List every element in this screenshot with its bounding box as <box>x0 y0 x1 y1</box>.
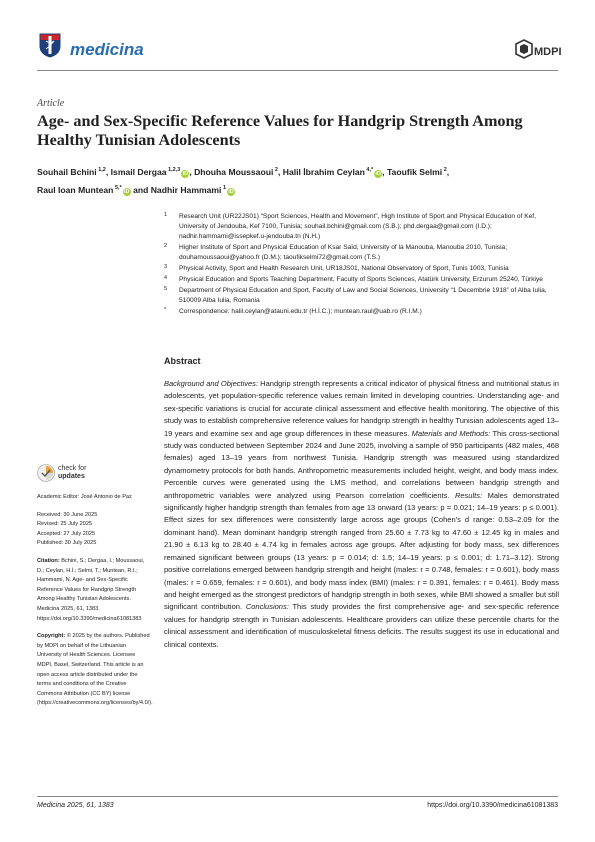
citation-text: Bchini, S.; Dergaa, I.; Moussaoui, D.; Ceylan, H.İ.; Selmi, T.; Muntean, R.I.; Hammami, N. Age- and Sex-Specific Reference Values for Handgrip Strength Among Healthy Tunisian Adolescents. Medicina 2025, 61, 1383. https://doi.org/10.3390/medicina61081383 <box>37 557 145 622</box>
author-name: and Nadhir Hammami <box>133 184 222 195</box>
accepted-date: Accepted: 27 July 2025 <box>37 530 96 537</box>
author-affiliation-sup: 1,2,3 <box>168 167 181 173</box>
abstract-results-label: Results: <box>454 490 483 500</box>
author-name: Taoufik Selmi <box>386 166 443 177</box>
copyright <box>37 632 152 709</box>
article-type: Article <box>37 98 65 109</box>
check-for-updates-label <box>58 465 86 481</box>
svg-text:MDPI: MDPI <box>534 46 562 58</box>
author-name: Dhouha Moussaoui <box>194 166 274 177</box>
affiliation-item <box>164 275 559 285</box>
abstract-methods-text: This cross-sectional study was conducted between September 2024 and June 2025, involving a sample of 950 participants (482 males, 468 females) aged 13–19 years from northwest Tunisia. Handgrip strength was measured using standardized dynamometry protocols for both hands. Anthropometric measurements included height, weight, and body mass index. Percentile curves were generated using the LMS method, and correlations between handgrip strength and anthropometric variables were analyzed using Pearson correlation coefficients. <box>164 428 559 500</box>
publication-dates <box>37 511 152 549</box>
abstract-background-label: Background and Objectives: <box>164 379 258 388</box>
check-label-line1: check for <box>58 465 87 472</box>
citation-label: Citation: <box>37 557 60 564</box>
affiliation-item <box>164 286 559 306</box>
check-for-updates-icon <box>37 464 55 482</box>
affiliation-text: Department of Physical Education and Sport, Faculty of Law and Social Sciences, University “1 Decembrie 1918” of Alba Iulia, 510009 Alba Iulia, Romania <box>179 287 547 304</box>
abstract-conclusions-label: Conclusions: <box>245 602 289 612</box>
affiliation-number: 3 <box>164 264 168 270</box>
affiliation-number: 5 <box>164 286 168 292</box>
affiliation-number: 4 <box>164 275 168 281</box>
author-affiliation-sup: 5,* <box>114 184 122 191</box>
author-affiliation-sup: 1 <box>222 184 227 191</box>
published-date: Published: 30 July 2025 <box>37 540 97 547</box>
affiliation-text: Research Unit (UR22JS01) “Sport Sciences, Health and Movement”, High Institute of Sport and Physical Education of Kef, University of Jendouba, Kef 7100, Tunisia; souhail.bchini@gmail.com (S.B.); phd.dergaa@gmail.com (I.D.); nadhir.hammami@issepkef.u-jendouba.tn (N.H.) <box>179 213 536 240</box>
affiliation-item <box>164 212 559 242</box>
footer-citation: Medicina 2025, 61, 1383 <box>37 802 114 809</box>
affiliation-text: Higher Institute of Sport and Physical Education of Ksar Saïd, University of la Manouba, Manouba 2010, Tunisia; douhamoussaoui@yahoo.fr (D.M.); taoufikselmi72@gmail.com (T.S.) <box>179 244 508 261</box>
article-title: Age- and Sex-Specific Reference Values for Handgrip Strength Among Healthy Tunisian Adolescents <box>37 112 523 149</box>
check-label-line2: updates <box>58 473 85 480</box>
journal-logo-icon <box>38 32 62 58</box>
affiliation-number: 1 <box>164 212 168 218</box>
abstract-background-text: Handgrip strength represents a critical indicator of physical fitness and nutritional status in adolescents, yet population-specific reference values remain limited in developing countries. Understanding age- and sex-specific variations is crucial for accurate clinical assessment and effective health monitoring. The objective of this study was to establish comprehensive reference values for handgrip strength in healthy Tunisian adolescents aged 13–19 years and examine sex and age group differences in these measures. <box>164 379 559 438</box>
orcid-icon[interactable]: iD <box>375 170 381 177</box>
abstract-results-text: Males demonstrated significantly higher handgrip strength than females from age 13 onward (13 years: p = 0.021; 14–19 years: p ≤ 0.001). Effect sizes for sex differences were consistently large across age groups (Cohen’s d range: 0.53–2.09 for the dominant hand). Mean dominant handgrip strength ranged from 25.60 ± 7.73 kg to 47.60 ± 12.45 kg in males and 21.90 ± 6.13 kg to 28.40 ± 4.74 kg in females across age groups. After adjusting for body mass, sex differences remained significant between groups (13 years: p = 0.014; d: 1.5; 14–19 years: p ≤ 0.001; d: 1.71–3.12). Strong positive correlations emerged between handgrip strength and height (males: r = 0.748, females: r = 0.601), body mass (males: r = 0.659, females: r = 0.601), and body mass index (BMI) (males: r = 0.391, females: r = 0.461). Body mass and height emerged as the strongest predictors of handgrip strength in both sexes, while BMI showed a smaller but still significant contribution. <box>164 490 559 612</box>
header-rule <box>37 70 558 71</box>
author-name: Souhail Bchini <box>37 166 97 177</box>
affiliations <box>164 212 559 318</box>
academic-editor: Academic Editor: José Antonio de Paz <box>37 494 132 500</box>
abstract-conclusions-text: This study provides the first comprehensive age- and sex-specific reference values for handgrip strength in Tunisian adolescents. Healthcare providers can utilize these percentile charts for the clinical assessment and identification of musculoskeletal fitness deficits. The results suggest its use in educational and clinical contexts. <box>164 602 559 649</box>
author-list: Souhail Bchini $^{1,2}$, Ismail Dergaa $^{1,2,3}$iD, Dhouha Moussaoui $^2$, Halil İbrahim Ceylan $^{4,*}$iD, Taoufik Selmi $^2$, Raul Ioan Muntean $^{5,*}$iD and Nadhir Hammami $^1$iD <box>37 166 450 195</box>
orcid-icon[interactable]: iD <box>228 188 234 195</box>
check-for-updates-button[interactable] <box>37 464 101 486</box>
abstract-body <box>164 378 559 651</box>
received-date: Received: 30 June 2025 <box>37 511 98 518</box>
revised-date: Revised: 25 July 2025 <box>37 521 93 528</box>
author-affiliation-sup: 1,2 <box>98 167 106 173</box>
affiliation-item <box>164 243 559 263</box>
affiliation-number: 2 <box>164 243 168 249</box>
orcid-icon[interactable]: iD <box>123 188 130 195</box>
author-name: Halil İbrahim Ceylan <box>282 166 365 177</box>
copyright-label: Copyright: <box>37 633 66 640</box>
affiliation-item <box>164 264 559 274</box>
author-affiliation-sup: 2 <box>443 167 447 173</box>
journal-name: medicina <box>70 40 144 59</box>
copyright-text: © 2025 by the authors. Published by MDPI on behalf of the Lithuanian University of Health Sciences. Licensee MDPI, Basel, Switzerland. This article is an open access article distributed under the terms and conditions of the Creative Commons Attribution (CC BY) license (https://creativecommons.org/licenses/by/4.0/). <box>37 633 153 707</box>
author-affiliation-sup: 2 <box>274 167 278 173</box>
abstract-heading: Abstract <box>164 356 201 366</box>
affiliation-text: Physical Education and Sports Teaching Department, Faculty of Sports Sciences, Atatürk University, Erzurum 25240, Türkiye <box>179 276 543 283</box>
author-affiliation-sup: 4,* <box>366 167 374 173</box>
correspondence-text: Correspondence: halil.ceylan@atauni.edu.tr (H.İ.C.); muntean.raul@uab.ro (R.I.M.) <box>179 308 422 315</box>
mdpi-logo <box>516 40 562 62</box>
abstract-methods-label: Materials and Methods: <box>411 428 491 438</box>
footer-rule <box>37 796 558 797</box>
article-info-sidebar <box>37 493 152 717</box>
affiliation-number: * <box>164 307 167 313</box>
author-name: Raul Ioan Muntean <box>37 184 114 195</box>
citation <box>37 557 152 624</box>
author-name: Ismail Dergaa <box>110 166 167 177</box>
footer-doi-link[interactable]: https://doi.org/10.3390/medicina61081383 <box>427 802 558 809</box>
orcid-icon[interactable]: iD <box>182 170 189 177</box>
affiliation-text: Physical Activity, Sport and Health Research Unit, UR18JS01, National Observatory of Sport, Tunis 1003, Tunisia <box>179 265 509 272</box>
correspondence-item <box>164 307 559 317</box>
